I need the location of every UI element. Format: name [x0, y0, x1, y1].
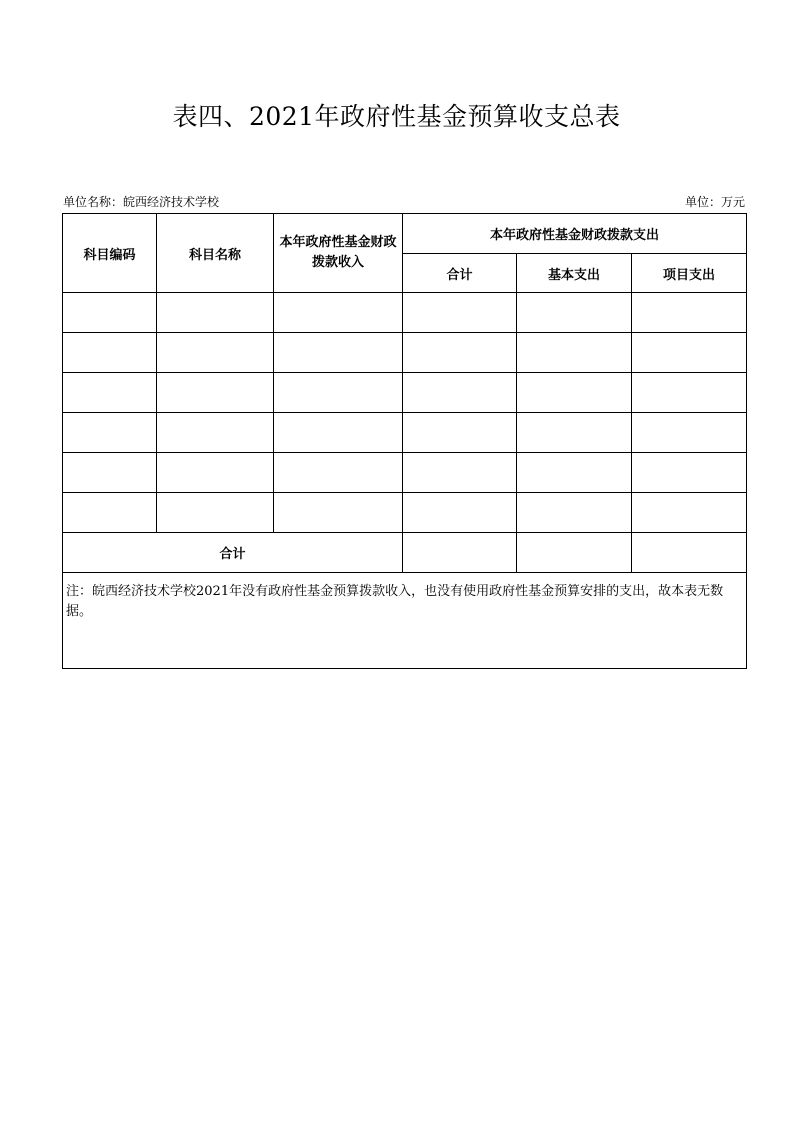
total-label: 合计 — [63, 533, 403, 573]
table-row — [63, 413, 747, 453]
table-cell — [63, 333, 157, 373]
table-cell — [632, 413, 747, 453]
budget-table — [62, 213, 747, 669]
header-income: 本年政府性基金财政拨款收入 — [279, 235, 397, 270]
table-cell — [632, 293, 747, 333]
table-row — [63, 373, 747, 413]
table-cell — [632, 493, 747, 533]
total-sum — [403, 533, 517, 573]
unit-name-label: 单位名称：皖西经济技术学校 — [63, 195, 220, 209]
table-note: 注：皖西经济技术学校2021年没有政府性基金预算拨款收入，也没有使用政府性基金预算安排的支出，故本表无数据。 — [63, 573, 747, 669]
header-expenditure-group: 本年政府性基金财政拨款支出 — [403, 214, 747, 254]
table-cell — [274, 453, 403, 493]
header-subject-code: 科目编码 — [63, 214, 157, 293]
table-cell — [517, 413, 632, 453]
table-cell — [517, 493, 632, 533]
table-cell — [403, 293, 517, 333]
table-row — [63, 293, 747, 333]
table-row — [63, 493, 747, 533]
table-cell — [157, 413, 274, 453]
table-row — [63, 453, 747, 493]
header-basic: 基本支出 — [517, 254, 632, 293]
table-cell — [403, 333, 517, 373]
table-cell — [403, 453, 517, 493]
table-cell — [157, 493, 274, 533]
table-cell — [517, 333, 632, 373]
total-basic — [517, 533, 632, 573]
total-row — [63, 533, 747, 573]
table-row — [63, 333, 747, 373]
table-cell — [632, 453, 747, 493]
table-cell — [274, 293, 403, 333]
table-cell — [517, 293, 632, 333]
table-cell — [274, 413, 403, 453]
table-cell — [157, 453, 274, 493]
table-cell — [63, 453, 157, 493]
page-title: 表四、2021年政府性基金预算收支总表 — [172, 102, 621, 131]
header-row-1 — [63, 214, 747, 254]
table-cell — [63, 293, 157, 333]
meta-row — [63, 193, 745, 211]
table-cell — [403, 493, 517, 533]
note-row — [63, 573, 747, 669]
table-cell — [632, 373, 747, 413]
table-cell — [403, 413, 517, 453]
table-cell — [403, 373, 517, 413]
table-cell — [517, 373, 632, 413]
table-cell — [517, 453, 632, 493]
table-cell — [157, 373, 274, 413]
table-cell — [157, 293, 274, 333]
table-cell — [63, 413, 157, 453]
unit-label: 单位：万元 — [684, 195, 745, 209]
table-cell — [157, 333, 274, 373]
table-cell — [632, 333, 747, 373]
table-cell — [63, 373, 157, 413]
header-income-cell — [274, 214, 403, 293]
table-cell — [274, 493, 403, 533]
table-cell — [274, 333, 403, 373]
header-subject-name: 科目名称 — [157, 214, 274, 293]
table-cell — [63, 493, 157, 533]
header-total: 合计 — [403, 254, 517, 293]
total-project — [632, 533, 747, 573]
table-cell — [274, 373, 403, 413]
header-project: 项目支出 — [632, 254, 747, 293]
